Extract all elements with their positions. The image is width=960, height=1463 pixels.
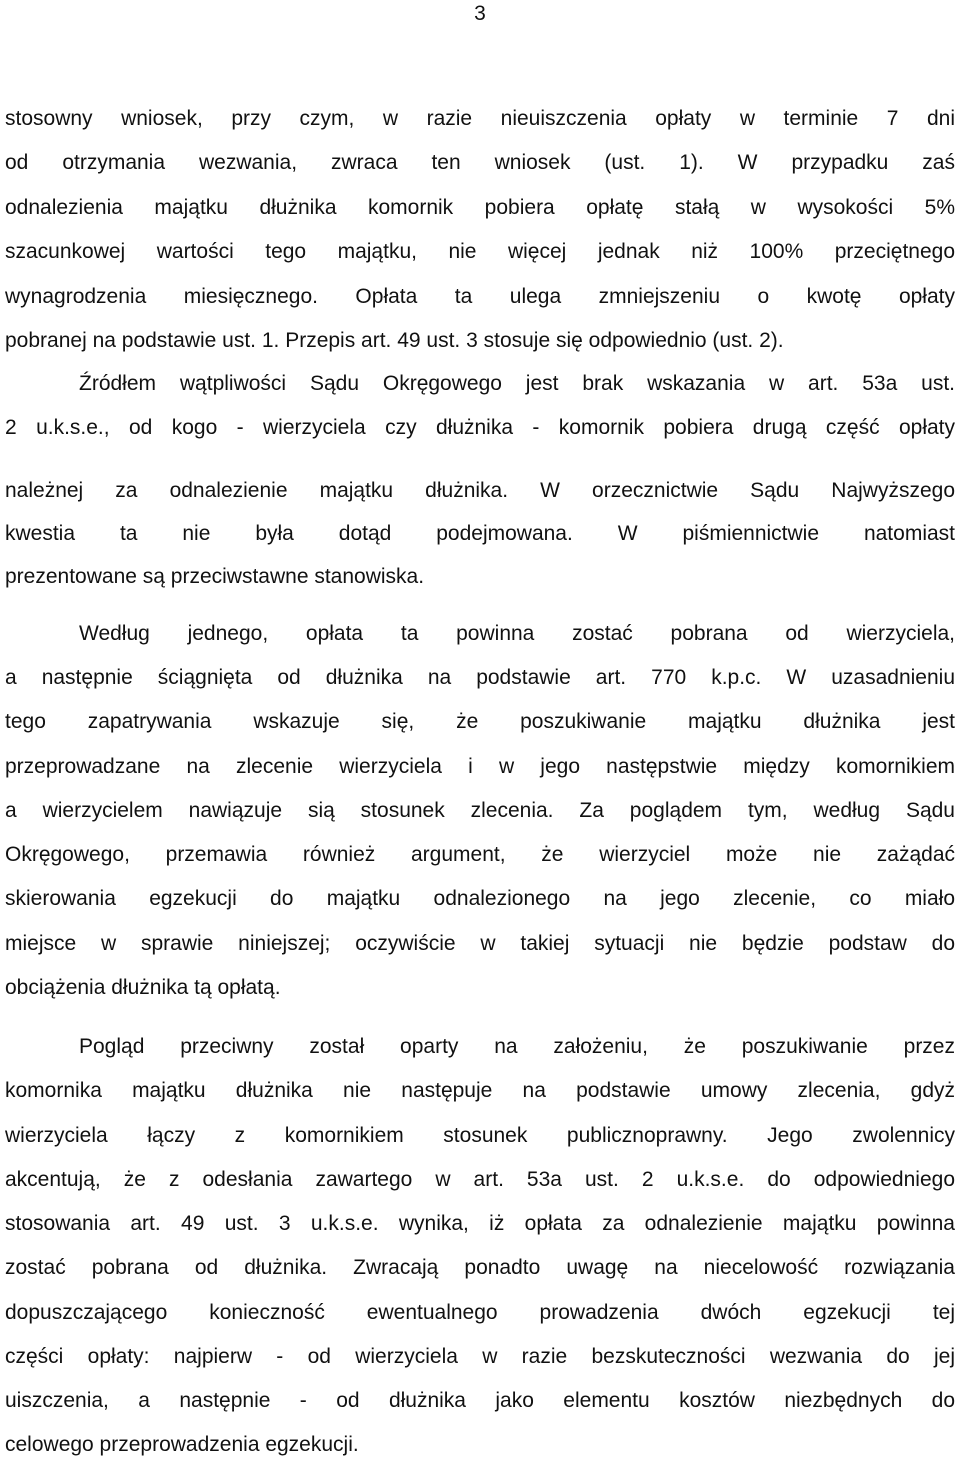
text-line: odnalezienia majątku dłużnika komornik pobiera opłatę stałą w wysokości 5%: [5, 196, 955, 219]
text-line: Pogląd przeciwny został oparty na założeniu, że poszukiwanie przez: [79, 1035, 955, 1058]
text-line: zostać pobrana od dłużnika. Zwracają ponadto uwagę na niecelowość rozwiązania: [5, 1256, 955, 1279]
text-line: Okręgowego, przemawia również argument, że wierzyciel może nie zażądać: [5, 843, 955, 866]
text-line: komornika majątku dłużnika nie następuje na podstawie umowy zlecenia, gdyż: [5, 1079, 955, 1102]
text-line: części opłaty: najpierw - od wierzyciela w razie bezskuteczności wezwania do jej: [5, 1345, 955, 1368]
text-line: wynagrodzenia miesięcznego. Opłata ta ulega zmniejszeniu o kwotę opłaty: [5, 285, 955, 308]
text-line: skierowania egzekucji do majątku odnalezionego na jego zlecenie, co miało: [5, 887, 955, 910]
text-line: Według jednego, opłata ta powinna zostać pobrana od wierzyciela,: [79, 622, 955, 645]
text-line: a wierzycielem nawiązuje sią stosunek zlecenia. Za poglądem tym, według Sądu: [5, 799, 955, 822]
text-line: od otrzymania wezwania, zwraca ten wniosek (ust. 1). W przypadku zaś: [5, 151, 955, 174]
text-line: należnej za odnalezienie majątku dłużnika. W orzecznictwie Sądu Najwyższego: [5, 479, 955, 502]
text-line: tego zapatrywania wskazuje się, że poszukiwanie majątku dłużnika jest: [5, 710, 955, 733]
text-line: 2 u.k.s.e., od kogo - wierzyciela czy dłużnika - komornik pobiera drugą część opłaty: [5, 416, 955, 439]
page-number: 3: [474, 2, 486, 25]
text-line: uiszczenia, a następnie - od dłużnika jako elementu kosztów niezbędnych do: [5, 1389, 955, 1412]
text-line: miejsce w sprawie niniejszej; oczywiście w takiej sytuacji nie będzie podstaw do: [5, 932, 955, 955]
text-line: dopuszczającego konieczność ewentualnego prowadzenia dwóch egzekucji tej: [5, 1301, 955, 1324]
text-line: przeprowadzane na zlecenie wierzyciela i w jego następstwie między komornikiem: [5, 755, 955, 778]
text-line: Źródłem wątpliwości Sądu Okręgowego jest brak wskazania w art. 53a ust.: [79, 372, 955, 395]
text-line: stosowny wniosek, przy czym, w razie nieuiszczenia opłaty w terminie 7 dni: [5, 107, 955, 130]
text-line: prezentowane są przeciwstawne stanowiska.: [5, 565, 425, 588]
text-line: a następnie ściągnięta od dłużnika na podstawie art. 770 k.p.c. W uzasadnieniu: [5, 666, 955, 689]
text-line: obciążenia dłużnika tą opłatą.: [5, 976, 281, 999]
text-line: szacunkowej wartości tego majątku, nie więcej jednak niż 100% przeciętnego: [5, 240, 955, 263]
text-line: akcentują, że z odesłania zawartego w art. 53a ust. 2 u.k.s.e. do odpowiedniego: [5, 1168, 955, 1191]
text-line: wierzyciela łączy z komornikiem stosunek publicznoprawny. Jego zwolennicy: [5, 1124, 955, 1147]
text-line: celowego przeprowadzenia egzekucji.: [5, 1433, 359, 1456]
text-line: kwestia ta nie była dotąd podejmowana. W piśmiennictwie natomiast: [5, 522, 955, 545]
text-line: stosowania art. 49 ust. 3 u.k.s.e. wynika, iż opłata za odnalezienie majątku powinna: [5, 1212, 955, 1235]
text-line: pobranej na podstawie ust. 1. Przepis art. 49 ust. 3 stosuje się odpowiednio (ust. 2).: [5, 329, 784, 352]
